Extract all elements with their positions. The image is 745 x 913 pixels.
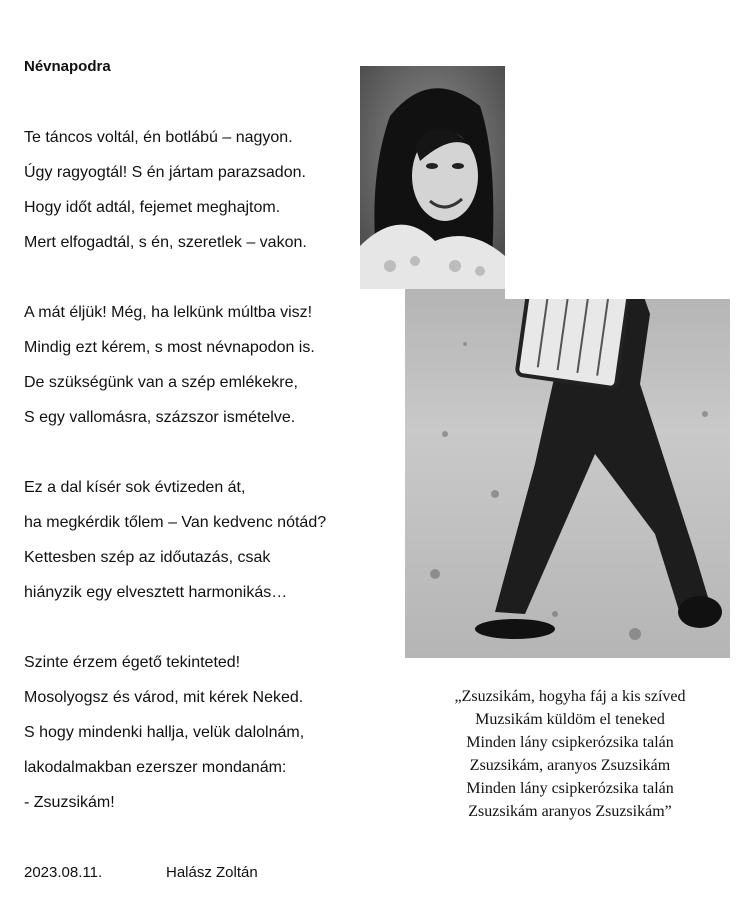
poem-line: - Zsuzsikám! — [24, 794, 115, 811]
poem-title: Névnapodra — [24, 58, 111, 75]
quote-line: „Zsuzsikám, hogyha fáj a kis szíved — [454, 688, 686, 705]
quote-line: Minden lány csipkerózsika talán — [466, 734, 674, 751]
poem-line: ha megkérdik tőlem – Van kedvenc nótád? — [24, 514, 327, 531]
stanza-2 — [24, 302, 326, 442]
poem-line: Mindig ezt kérem, s most névnapodon is. — [24, 339, 315, 356]
poem-line: Mosolyogsz és várod, mit kérek Neked. — [24, 689, 304, 706]
poem-line: De szükségünk van a szép emlékekre, — [24, 374, 298, 391]
quote-line: Muzsikám küldöm el teneked — [475, 711, 665, 728]
poem-line: Hogy időt adtál, fejemet meghajtom. — [24, 199, 281, 216]
poem-line: Te táncos voltál, én botlábú – nagyon. — [24, 129, 293, 146]
photo-white-frame — [505, 124, 735, 299]
poem-body — [24, 127, 326, 827]
stanza-4 — [24, 652, 326, 827]
poem-line: lakodalmakban ezerszer mondanám: — [24, 759, 287, 776]
stanza-3 — [24, 477, 326, 617]
poem-line: Ez a dal kísér sok évtizeden át, — [24, 479, 246, 496]
portrait-photo-icon — [360, 66, 505, 289]
date: 2023.08.11. — [24, 864, 103, 881]
poem-line: hiányzik egy elvesztett harmonikás… — [24, 584, 288, 601]
poem-line: Kettesben szép az időutazás, csak — [24, 549, 271, 566]
poem-line: Mert elfogadtál, s én, szeretlek – vakon. — [24, 234, 307, 251]
poem-line: Úgy ragyogtál! S én jártam parazsadon. — [24, 164, 306, 181]
song-quote — [410, 685, 730, 823]
poem-line: A mát éljük! Még, ha lelkünk múltba visz! — [24, 304, 313, 321]
poem-line: S hogy mindenki hallja, velük dalolnám, — [24, 724, 305, 741]
author-name: Halász Zoltán — [166, 864, 258, 881]
poem-line: Szinte érzem égető tekinteted! — [24, 654, 241, 671]
quote-line: Zsuzsikám, aranyos Zsuzsikám — [469, 757, 671, 774]
stanza-1 — [24, 127, 326, 267]
poem-line: S egy vallomásra, százszor ismételve. — [24, 409, 296, 426]
quote-line: Minden lány csipkerózsika talán — [466, 780, 674, 797]
signature-line — [24, 864, 258, 881]
quote-line: Zsuzsikám aranyos Zsuzsikám” — [468, 803, 672, 820]
